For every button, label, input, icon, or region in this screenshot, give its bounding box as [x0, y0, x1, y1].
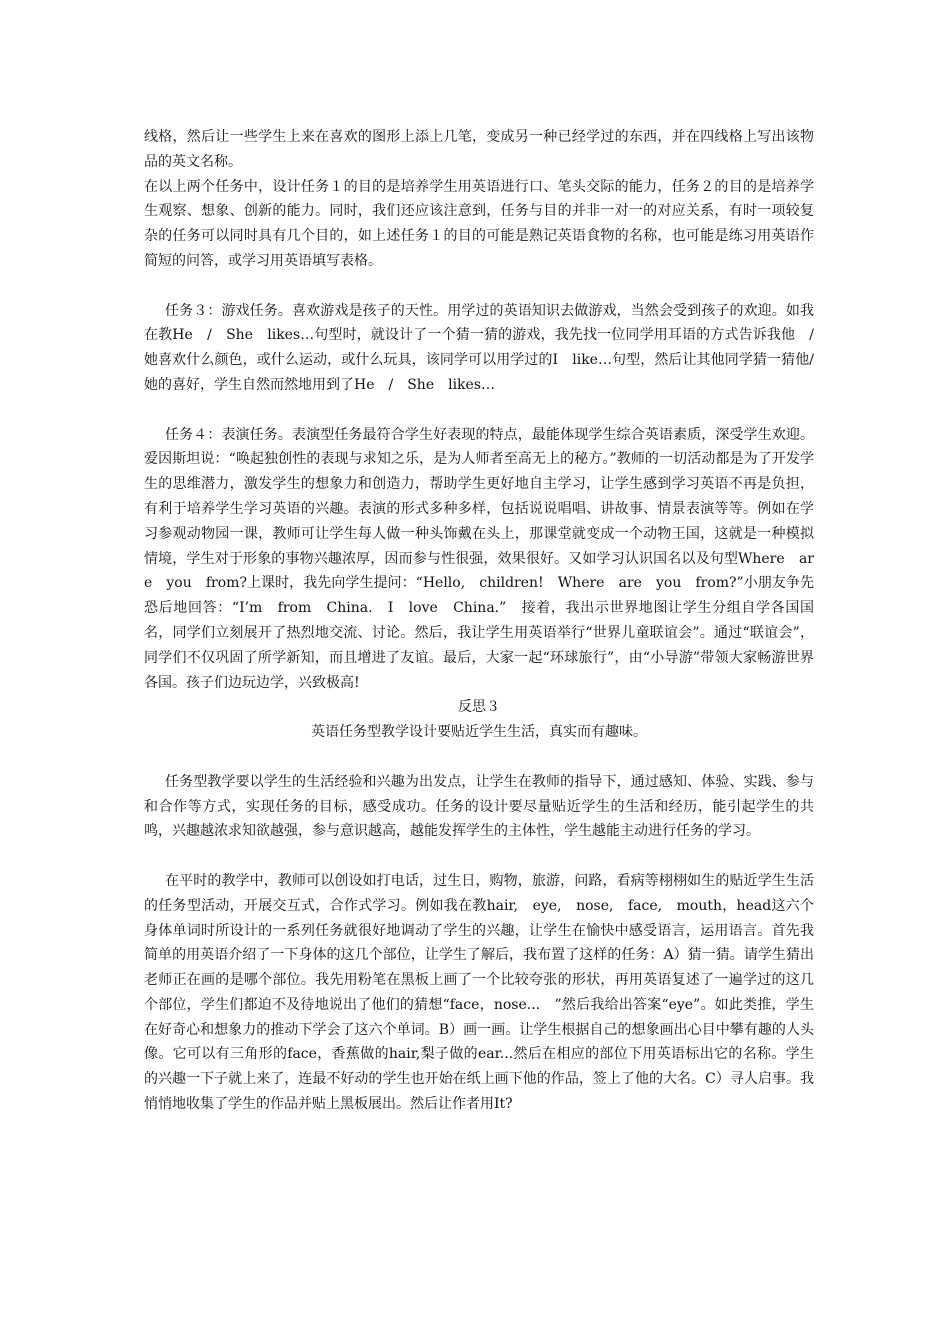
document-body	[144, 125, 828, 1117]
paragraph-task-3-game: 任务３：游戏任务。喜欢游戏是孩子的天性。用学过的英语知识去做游戏，当然会受到孩子的欢迎。如我在教He / She likes…句型时，就设计了一个猜一猜的游戏，我先找一位同学用耳语的方式告诉我他 / 她喜欢什么颜色，或什么运动，或什么玩具，该同学可以用学过的I like…句型，然后让其他同学猜一猜他/她的喜好，学生自然而然地用到了He / She likes…	[144, 302, 828, 393]
paragraph-spacer	[144, 844, 814, 869]
paragraph-task-based-teaching: 任务型教学要以学生的生活经验和兴趣为出发点，让学生在教师的指导下，通过感知、体验、实践、参与和合作等方式，实现任务的目标，感受成功。任务的设计要尽量贴近学生的生活和经历，能引起学生的共鸣，兴趣越浓求知欲越强，参与意识越高，越能发挥学生的主体性，学生越能主动进行任务的学习。	[144, 773, 814, 840]
paragraph-task-drawing-end: 线格，然后让一些学生上来在喜欢的图形上添上几笔，变成另一种已经学过的东西，并在四线格上写出该物品的英文名称。	[144, 129, 814, 170]
section-subtitle: 英语任务型教学设计要贴近学生生活，真实而有趣味。	[311, 724, 647, 741]
paragraph-spacer	[144, 745, 814, 770]
paragraph-task-purpose: 在以上两个任务中，设计任务１的目的是培养学生用英语进行口、笔头交际的能力，任务２的目的是培养学生观察、想象、创新的能力。同时，我们还应该注意到，任务与目的并非一对一的对应关系，有时一项较复杂的任务可以同时具有几个目的，如上述任务１的目的可能是熟记英语食物的名称，也可能是练习用英语作简短的问答，或学习用英语填写表格。	[144, 178, 814, 269]
paragraph-spacer	[144, 398, 814, 423]
paragraph-spacer	[144, 274, 814, 299]
section-heading: 反思３	[458, 699, 500, 716]
paragraph-task-4-performance: 任务４：表演任务。表演型任务最符合学生好表现的特点，最能体现学生综合英语素质，深受学生欢迎。爱因斯坦说：“唤起独创性的表现与求知之乐，是为人师者至高无上的秘方。”教师的一切活动都是为了开发学生的思维潜力，激发学生的想象力和创造力，帮助学生更好地自主学习，让学生感到学习英语不再是负担，有利于培养学生学习英语的兴趣。表演的形式多种多样，包括说说唱唱、讲故事、情景表演等等。例如在学习参观动物园一课，教师可让学生每人做一种头饰戴在头上，那课堂就变成一个动物王国，这就是一种模拟情境，学生对于形象的事物兴趣浓厚，因而参与性很强，效果很好。又如学习认识国名以及句型Where are you from?上课时，我先向学生提问：“Hello, children! Where are you from?”小朋友争先恐后地回答：“I’m from China. I love China.” 接着，我出示世界地图让学生分组自学各国国名，同学们立刻展开了热烈地交流、讨论。然后，我让学生用英语举行“世界儿童联谊会”。通过“联谊会”，同学们不仅巩固了所学新知，而且增进了友谊。最后，大家一起“环球旅行”，由“小导游”带领大家畅游世界各国。孩子们边玩边学，兴致极高!	[144, 426, 814, 691]
paragraph-daily-teaching: 在平时的教学中，教师可以创设如打电话，过生日，购物，旅游，问路，看病等栩栩如生的贴近学生生活的任务型活动，开展交互式，合作式学习。例如我在教hair, eye, nose, face, mouth，head这六个身体单词时所设计的一系列任务就很好地调动了学生的兴趣，让学生在愉快中感受语言，运用语言。首先我简单的用英语介绍了一下身体的这几个部位，让学生了解后，我布置了这样的任务：A）猜一猜。请学生猜出老师正在画的是哪个部位。我先用粉笔在黑板上画了一个比较夸张的形状，再用英语复述了一遍学过的这几个部位，学生们都迫不及待地说出了他们的猜想“face，nose... ”然后我给出答案“eye”。如此类推，学生在好奇心和想象力的推动下学会了这六个单词。B）画一画。让学生根据自己的想象画出心目中攀有趣的人头像。它可以有三角形的face，香蕉做的hair,梨子做的ear...然后在相应的部位下用英语标出它的名称。学生的兴趣一下子就上来了，连最不好动的学生也开始在纸上画下他的作品，签上了他的大名。C）寻人启事。我悄悄地收集了学生的作品并贴上黑板展出。然后让作者用It?	[144, 872, 814, 1113]
